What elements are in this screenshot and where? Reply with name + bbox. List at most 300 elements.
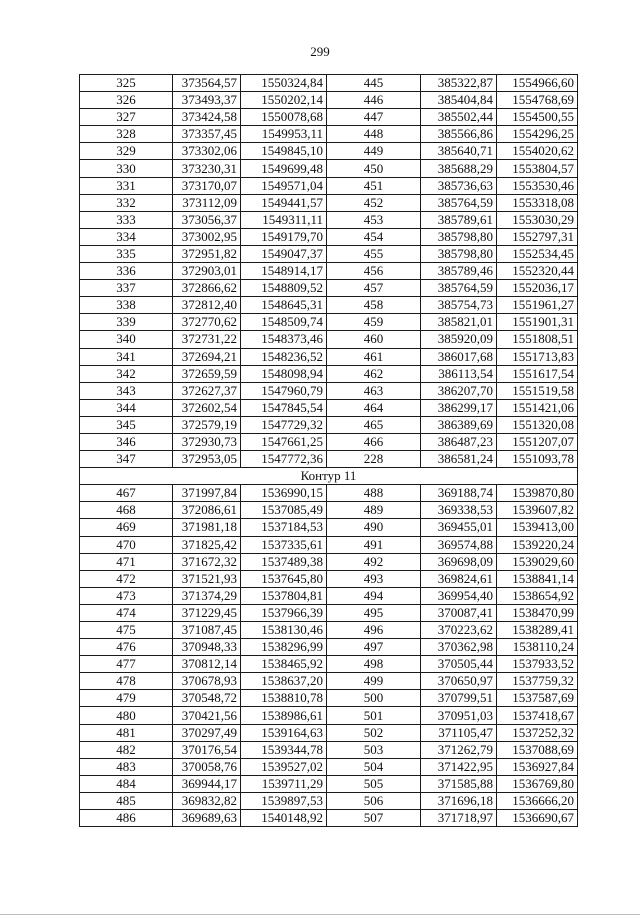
- cell-point-number: 480: [80, 707, 173, 724]
- cell-y-coordinate: 1537587,69: [497, 690, 578, 707]
- cell-point-number: 340: [80, 331, 173, 348]
- cell-x-coordinate: 386017,68: [421, 348, 497, 365]
- cell-y-coordinate: 1553318,08: [497, 194, 578, 211]
- cell-point-number: 330: [80, 160, 173, 177]
- cell-y-coordinate: 1547845,54: [241, 399, 327, 416]
- cell-y-coordinate: 1549047,37: [241, 245, 327, 262]
- cell-x-coordinate: 385502,44: [421, 109, 497, 126]
- cell-point-number: 325: [80, 75, 173, 92]
- cell-y-coordinate: 1537489,38: [241, 553, 327, 570]
- cell-x-coordinate: 369698,09: [421, 553, 497, 570]
- cell-x-coordinate: 369944,17: [173, 775, 241, 792]
- table-row: [80, 348, 578, 365]
- cell-y-coordinate: 1549441,57: [241, 194, 327, 211]
- cell-x-coordinate: 385322,87: [421, 75, 497, 92]
- cell-x-coordinate: 371262,79: [421, 741, 497, 758]
- cell-y-coordinate: 1547960,79: [241, 382, 327, 399]
- cell-point-number: 345: [80, 416, 173, 433]
- cell-y-coordinate: 1553530,46: [497, 177, 578, 194]
- cell-x-coordinate: 370650,97: [421, 673, 497, 690]
- cell-point-number: 333: [80, 211, 173, 228]
- cell-point-number: 462: [327, 365, 421, 382]
- cell-x-coordinate: 370223,62: [421, 622, 497, 639]
- cell-x-coordinate: 372602,54: [173, 399, 241, 416]
- coordinates-table: [79, 74, 578, 827]
- cell-x-coordinate: 385764,59: [421, 194, 497, 211]
- cell-x-coordinate: 373112,09: [173, 194, 241, 211]
- cell-point-number: 327: [80, 109, 173, 126]
- cell-x-coordinate: 385798,80: [421, 228, 497, 245]
- cell-y-coordinate: 1548098,94: [241, 365, 327, 382]
- table-row: [80, 519, 578, 536]
- cell-y-coordinate: 1538841,14: [497, 570, 578, 587]
- cell-point-number: 503: [327, 741, 421, 758]
- section-row: [80, 468, 578, 485]
- table-row: [80, 758, 578, 775]
- cell-point-number: 496: [327, 622, 421, 639]
- cell-x-coordinate: 386487,23: [421, 433, 497, 450]
- cell-y-coordinate: 1537759,32: [497, 673, 578, 690]
- cell-y-coordinate: 1537804,81: [241, 587, 327, 604]
- cell-x-coordinate: 385640,71: [421, 143, 497, 160]
- table-row: [80, 604, 578, 621]
- cell-point-number: 457: [327, 280, 421, 297]
- cell-point-number: 338: [80, 297, 173, 314]
- cell-x-coordinate: 372951,82: [173, 245, 241, 262]
- cell-point-number: 326: [80, 92, 173, 109]
- cell-x-coordinate: 386207,70: [421, 382, 497, 399]
- cell-point-number: 474: [80, 604, 173, 621]
- cell-point-number: 500: [327, 690, 421, 707]
- cell-y-coordinate: 1538470,99: [497, 604, 578, 621]
- cell-y-coordinate: 1552036,17: [497, 280, 578, 297]
- cell-y-coordinate: 1551808,51: [497, 331, 578, 348]
- cell-y-coordinate: 1554020,62: [497, 143, 578, 160]
- cell-point-number: 498: [327, 656, 421, 673]
- table-row: [80, 399, 578, 416]
- cell-y-coordinate: 1551519,58: [497, 382, 578, 399]
- cell-x-coordinate: 371229,45: [173, 604, 241, 621]
- cell-x-coordinate: 370799,51: [421, 690, 497, 707]
- cell-point-number: 341: [80, 348, 173, 365]
- cell-y-coordinate: 1539527,02: [241, 758, 327, 775]
- cell-x-coordinate: 372659,59: [173, 365, 241, 382]
- cell-point-number: 329: [80, 143, 173, 160]
- cell-y-coordinate: 1537335,61: [241, 536, 327, 553]
- cell-x-coordinate: 372086,61: [173, 502, 241, 519]
- cell-point-number: 461: [327, 348, 421, 365]
- cell-y-coordinate: 1540148,92: [241, 810, 327, 827]
- cell-x-coordinate: 369832,82: [173, 792, 241, 809]
- cell-y-coordinate: 1549845,10: [241, 143, 327, 160]
- cell-point-number: 458: [327, 297, 421, 314]
- cell-x-coordinate: 372903,01: [173, 263, 241, 280]
- cell-point-number: 471: [80, 553, 173, 570]
- cell-point-number: 502: [327, 724, 421, 741]
- cell-x-coordinate: 372866,62: [173, 280, 241, 297]
- cell-point-number: 344: [80, 399, 173, 416]
- cell-point-number: 342: [80, 365, 173, 382]
- table-row: [80, 639, 578, 656]
- cell-x-coordinate: 373170,07: [173, 177, 241, 194]
- cell-x-coordinate: 373056,37: [173, 211, 241, 228]
- cell-y-coordinate: 1548645,31: [241, 297, 327, 314]
- cell-y-coordinate: 1538654,92: [497, 587, 578, 604]
- table-row: [80, 160, 578, 177]
- cell-y-coordinate: 1547729,32: [241, 416, 327, 433]
- cell-x-coordinate: 385404,84: [421, 92, 497, 109]
- cell-y-coordinate: 1539711,29: [241, 775, 327, 792]
- cell-x-coordinate: 370421,56: [173, 707, 241, 724]
- cell-y-coordinate: 1553030,29: [497, 211, 578, 228]
- cell-x-coordinate: 373002,95: [173, 228, 241, 245]
- table-row: [80, 724, 578, 741]
- cell-point-number: 499: [327, 673, 421, 690]
- cell-x-coordinate: 369824,61: [421, 570, 497, 587]
- table-row: [80, 143, 578, 160]
- cell-x-coordinate: 386581,24: [421, 451, 497, 468]
- cell-y-coordinate: 1550078,68: [241, 109, 327, 126]
- table-row: [80, 331, 578, 348]
- cell-y-coordinate: 1551207,07: [497, 433, 578, 450]
- cell-point-number: 454: [327, 228, 421, 245]
- table-row: [80, 690, 578, 707]
- cell-x-coordinate: 370948,33: [173, 639, 241, 656]
- cell-y-coordinate: 1536927,84: [497, 758, 578, 775]
- cell-point-number: 228: [327, 451, 421, 468]
- cell-point-number: 343: [80, 382, 173, 399]
- cell-point-number: 467: [80, 485, 173, 502]
- cell-y-coordinate: 1539164,63: [241, 724, 327, 741]
- cell-y-coordinate: 1547772,36: [241, 451, 327, 468]
- cell-y-coordinate: 1538637,20: [241, 673, 327, 690]
- table-row: [80, 263, 578, 280]
- cell-y-coordinate: 1538296,99: [241, 639, 327, 656]
- cell-point-number: 501: [327, 707, 421, 724]
- cell-x-coordinate: 385789,61: [421, 211, 497, 228]
- cell-y-coordinate: 1550324,84: [241, 75, 327, 92]
- cell-y-coordinate: 1548236,52: [241, 348, 327, 365]
- page-number: 299: [310, 44, 330, 59]
- cell-y-coordinate: 1551617,54: [497, 365, 578, 382]
- cell-x-coordinate: 371825,42: [173, 536, 241, 553]
- cell-x-coordinate: 369338,53: [421, 502, 497, 519]
- cell-y-coordinate: 1554500,55: [497, 109, 578, 126]
- cell-x-coordinate: 371585,88: [421, 775, 497, 792]
- cell-y-coordinate: 1536666,20: [497, 792, 578, 809]
- table-row: [80, 553, 578, 570]
- cell-point-number: 473: [80, 587, 173, 604]
- cell-point-number: 507: [327, 810, 421, 827]
- cell-x-coordinate: 370548,72: [173, 690, 241, 707]
- cell-point-number: 489: [327, 502, 421, 519]
- cell-x-coordinate: 372694,21: [173, 348, 241, 365]
- cell-point-number: 339: [80, 314, 173, 331]
- cell-y-coordinate: 1538465,92: [241, 656, 327, 673]
- table-row: [80, 433, 578, 450]
- cell-point-number: 332: [80, 194, 173, 211]
- cell-point-number: 465: [327, 416, 421, 433]
- cell-point-number: 334: [80, 228, 173, 245]
- cell-x-coordinate: 385920,09: [421, 331, 497, 348]
- cell-point-number: 490: [327, 519, 421, 536]
- cell-y-coordinate: 1536690,67: [497, 810, 578, 827]
- table-row: [80, 587, 578, 604]
- cell-y-coordinate: 1537645,80: [241, 570, 327, 587]
- cell-point-number: 483: [80, 758, 173, 775]
- cell-point-number: 336: [80, 263, 173, 280]
- cell-x-coordinate: 385754,73: [421, 297, 497, 314]
- table-row: [80, 126, 578, 143]
- cell-y-coordinate: 1537252,32: [497, 724, 578, 741]
- cell-point-number: 493: [327, 570, 421, 587]
- cell-point-number: 451: [327, 177, 421, 194]
- cell-x-coordinate: 372953,05: [173, 451, 241, 468]
- cell-y-coordinate: 1537085,49: [241, 502, 327, 519]
- cell-point-number: 331: [80, 177, 173, 194]
- cell-point-number: 477: [80, 656, 173, 673]
- cell-x-coordinate: 369954,40: [421, 587, 497, 604]
- cell-point-number: 448: [327, 126, 421, 143]
- cell-point-number: 494: [327, 587, 421, 604]
- cell-x-coordinate: 373230,31: [173, 160, 241, 177]
- table-row: [80, 177, 578, 194]
- cell-point-number: 346: [80, 433, 173, 450]
- cell-y-coordinate: 1549571,04: [241, 177, 327, 194]
- cell-y-coordinate: 1538289,41: [497, 622, 578, 639]
- cell-point-number: 486: [80, 810, 173, 827]
- cell-y-coordinate: 1550202,14: [241, 92, 327, 109]
- table-row: [80, 502, 578, 519]
- cell-x-coordinate: 373564,57: [173, 75, 241, 92]
- table-row: [80, 280, 578, 297]
- cell-y-coordinate: 1539870,80: [497, 485, 578, 502]
- cell-x-coordinate: 370505,44: [421, 656, 497, 673]
- cell-y-coordinate: 1537418,67: [497, 707, 578, 724]
- cell-y-coordinate: 1536769,80: [497, 775, 578, 792]
- cell-point-number: 464: [327, 399, 421, 416]
- table-row: [80, 451, 578, 468]
- cell-x-coordinate: 371981,18: [173, 519, 241, 536]
- table-row: [80, 416, 578, 433]
- cell-x-coordinate: 372812,40: [173, 297, 241, 314]
- cell-y-coordinate: 1548809,52: [241, 280, 327, 297]
- cell-point-number: 504: [327, 758, 421, 775]
- cell-point-number: 445: [327, 75, 421, 92]
- cell-y-coordinate: 1553804,57: [497, 160, 578, 177]
- table-row: [80, 810, 578, 827]
- cell-point-number: 488: [327, 485, 421, 502]
- cell-point-number: 450: [327, 160, 421, 177]
- cell-point-number: 328: [80, 126, 173, 143]
- cell-point-number: 505: [327, 775, 421, 792]
- cell-x-coordinate: 372930,73: [173, 433, 241, 450]
- cell-x-coordinate: 373357,45: [173, 126, 241, 143]
- cell-x-coordinate: 371105,47: [421, 724, 497, 741]
- cell-x-coordinate: 371696,18: [421, 792, 497, 809]
- cell-x-coordinate: 372770,62: [173, 314, 241, 331]
- cell-point-number: 484: [80, 775, 173, 792]
- cell-point-number: 453: [327, 211, 421, 228]
- cell-y-coordinate: 1539344,78: [241, 741, 327, 758]
- cell-y-coordinate: 1539413,00: [497, 519, 578, 536]
- cell-point-number: 460: [327, 331, 421, 348]
- table-row: [80, 536, 578, 553]
- cell-point-number: 476: [80, 639, 173, 656]
- cell-y-coordinate: 1539029,60: [497, 553, 578, 570]
- cell-point-number: 485: [80, 792, 173, 809]
- cell-x-coordinate: 371374,29: [173, 587, 241, 604]
- cell-point-number: 475: [80, 622, 173, 639]
- cell-point-number: 455: [327, 245, 421, 262]
- table-row: [80, 707, 578, 724]
- cell-x-coordinate: 370058,76: [173, 758, 241, 775]
- cell-y-coordinate: 1549179,70: [241, 228, 327, 245]
- table-row: [80, 109, 578, 126]
- table-row: [80, 741, 578, 758]
- table-row: [80, 485, 578, 502]
- cell-y-coordinate: 1538110,24: [497, 639, 578, 656]
- cell-y-coordinate: 1551421,06: [497, 399, 578, 416]
- cell-y-coordinate: 1551320,08: [497, 416, 578, 433]
- cell-x-coordinate: 386299,17: [421, 399, 497, 416]
- table-row: [80, 92, 578, 109]
- cell-x-coordinate: 385688,29: [421, 160, 497, 177]
- cell-point-number: 456: [327, 263, 421, 280]
- cell-point-number: 482: [80, 741, 173, 758]
- cell-x-coordinate: 385764,59: [421, 280, 497, 297]
- cell-x-coordinate: 385821,01: [421, 314, 497, 331]
- cell-x-coordinate: 373424,58: [173, 109, 241, 126]
- table-row: [80, 211, 578, 228]
- cell-point-number: 469: [80, 519, 173, 536]
- table-row: [80, 673, 578, 690]
- table-row: [80, 228, 578, 245]
- cell-y-coordinate: 1554966,60: [497, 75, 578, 92]
- cell-x-coordinate: 370087,41: [421, 604, 497, 621]
- cell-x-coordinate: 385798,80: [421, 245, 497, 262]
- cell-y-coordinate: 1551961,27: [497, 297, 578, 314]
- cell-x-coordinate: 373302,06: [173, 143, 241, 160]
- cell-x-coordinate: 371672,32: [173, 553, 241, 570]
- cell-y-coordinate: 1547661,25: [241, 433, 327, 450]
- cell-y-coordinate: 1537966,39: [241, 604, 327, 621]
- cell-point-number: 449: [327, 143, 421, 160]
- cell-y-coordinate: 1539220,24: [497, 536, 578, 553]
- cell-y-coordinate: 1554768,69: [497, 92, 578, 109]
- cell-y-coordinate: 1539607,82: [497, 502, 578, 519]
- cell-y-coordinate: 1549311,11: [241, 211, 327, 228]
- cell-y-coordinate: 1538986,61: [241, 707, 327, 724]
- cell-point-number: 497: [327, 639, 421, 656]
- cell-y-coordinate: 1554296,25: [497, 126, 578, 143]
- cell-x-coordinate: 371422,95: [421, 758, 497, 775]
- table-row: [80, 570, 578, 587]
- cell-x-coordinate: 385789,46: [421, 263, 497, 280]
- table-row: [80, 297, 578, 314]
- cell-y-coordinate: 1549699,48: [241, 160, 327, 177]
- cell-x-coordinate: 369574,88: [421, 536, 497, 553]
- scan-edge-line: [0, 914, 640, 915]
- section-title: Контур 11: [80, 468, 578, 485]
- cell-point-number: 335: [80, 245, 173, 262]
- cell-point-number: 468: [80, 502, 173, 519]
- cell-x-coordinate: 371718,97: [421, 810, 497, 827]
- cell-point-number: 447: [327, 109, 421, 126]
- cell-x-coordinate: 385736,63: [421, 177, 497, 194]
- cell-y-coordinate: 1537088,69: [497, 741, 578, 758]
- cell-x-coordinate: 370951,03: [421, 707, 497, 724]
- cell-y-coordinate: 1548914,17: [241, 263, 327, 280]
- cell-x-coordinate: 370297,49: [173, 724, 241, 741]
- cell-point-number: 506: [327, 792, 421, 809]
- cell-y-coordinate: 1551901,31: [497, 314, 578, 331]
- cell-y-coordinate: 1538130,46: [241, 622, 327, 639]
- table-row: [80, 245, 578, 262]
- cell-point-number: 459: [327, 314, 421, 331]
- table-row: [80, 622, 578, 639]
- cell-point-number: 478: [80, 673, 173, 690]
- cell-x-coordinate: 369188,74: [421, 485, 497, 502]
- cell-x-coordinate: 371997,84: [173, 485, 241, 502]
- cell-y-coordinate: 1537933,52: [497, 656, 578, 673]
- cell-x-coordinate: 369455,01: [421, 519, 497, 536]
- cell-x-coordinate: 370812,14: [173, 656, 241, 673]
- cell-x-coordinate: 372627,37: [173, 382, 241, 399]
- cell-point-number: 472: [80, 570, 173, 587]
- table-row: [80, 656, 578, 673]
- cell-point-number: 481: [80, 724, 173, 741]
- cell-y-coordinate: 1548509,74: [241, 314, 327, 331]
- cell-y-coordinate: 1549953,11: [241, 126, 327, 143]
- table-row: [80, 775, 578, 792]
- cell-y-coordinate: 1539897,53: [241, 792, 327, 809]
- cell-x-coordinate: 373493,37: [173, 92, 241, 109]
- cell-point-number: 347: [80, 451, 173, 468]
- cell-y-coordinate: 1551093,78: [497, 451, 578, 468]
- cell-y-coordinate: 1536990,15: [241, 485, 327, 502]
- cell-point-number: 466: [327, 433, 421, 450]
- cell-x-coordinate: 371087,45: [173, 622, 241, 639]
- cell-point-number: 495: [327, 604, 421, 621]
- table-row: [80, 75, 578, 92]
- cell-point-number: 479: [80, 690, 173, 707]
- cell-y-coordinate: 1552534,45: [497, 245, 578, 262]
- cell-x-coordinate: 386389,69: [421, 416, 497, 433]
- cell-x-coordinate: 385566,86: [421, 126, 497, 143]
- cell-y-coordinate: 1552320,44: [497, 263, 578, 280]
- cell-y-coordinate: 1552797,31: [497, 228, 578, 245]
- cell-x-coordinate: 370678,93: [173, 673, 241, 690]
- cell-y-coordinate: 1551713,83: [497, 348, 578, 365]
- cell-x-coordinate: 370176,54: [173, 741, 241, 758]
- cell-point-number: 446: [327, 92, 421, 109]
- table-row: [80, 792, 578, 809]
- cell-y-coordinate: 1538810,78: [241, 690, 327, 707]
- cell-point-number: 337: [80, 280, 173, 297]
- cell-x-coordinate: 386113,54: [421, 365, 497, 382]
- cell-point-number: 470: [80, 536, 173, 553]
- cell-x-coordinate: 372731,22: [173, 331, 241, 348]
- table-row: [80, 382, 578, 399]
- cell-y-coordinate: 1548373,46: [241, 331, 327, 348]
- cell-x-coordinate: 372579,19: [173, 416, 241, 433]
- table-row: [80, 365, 578, 382]
- cell-point-number: 463: [327, 382, 421, 399]
- cell-x-coordinate: 369689,63: [173, 810, 241, 827]
- table-row: [80, 314, 578, 331]
- cell-point-number: 492: [327, 553, 421, 570]
